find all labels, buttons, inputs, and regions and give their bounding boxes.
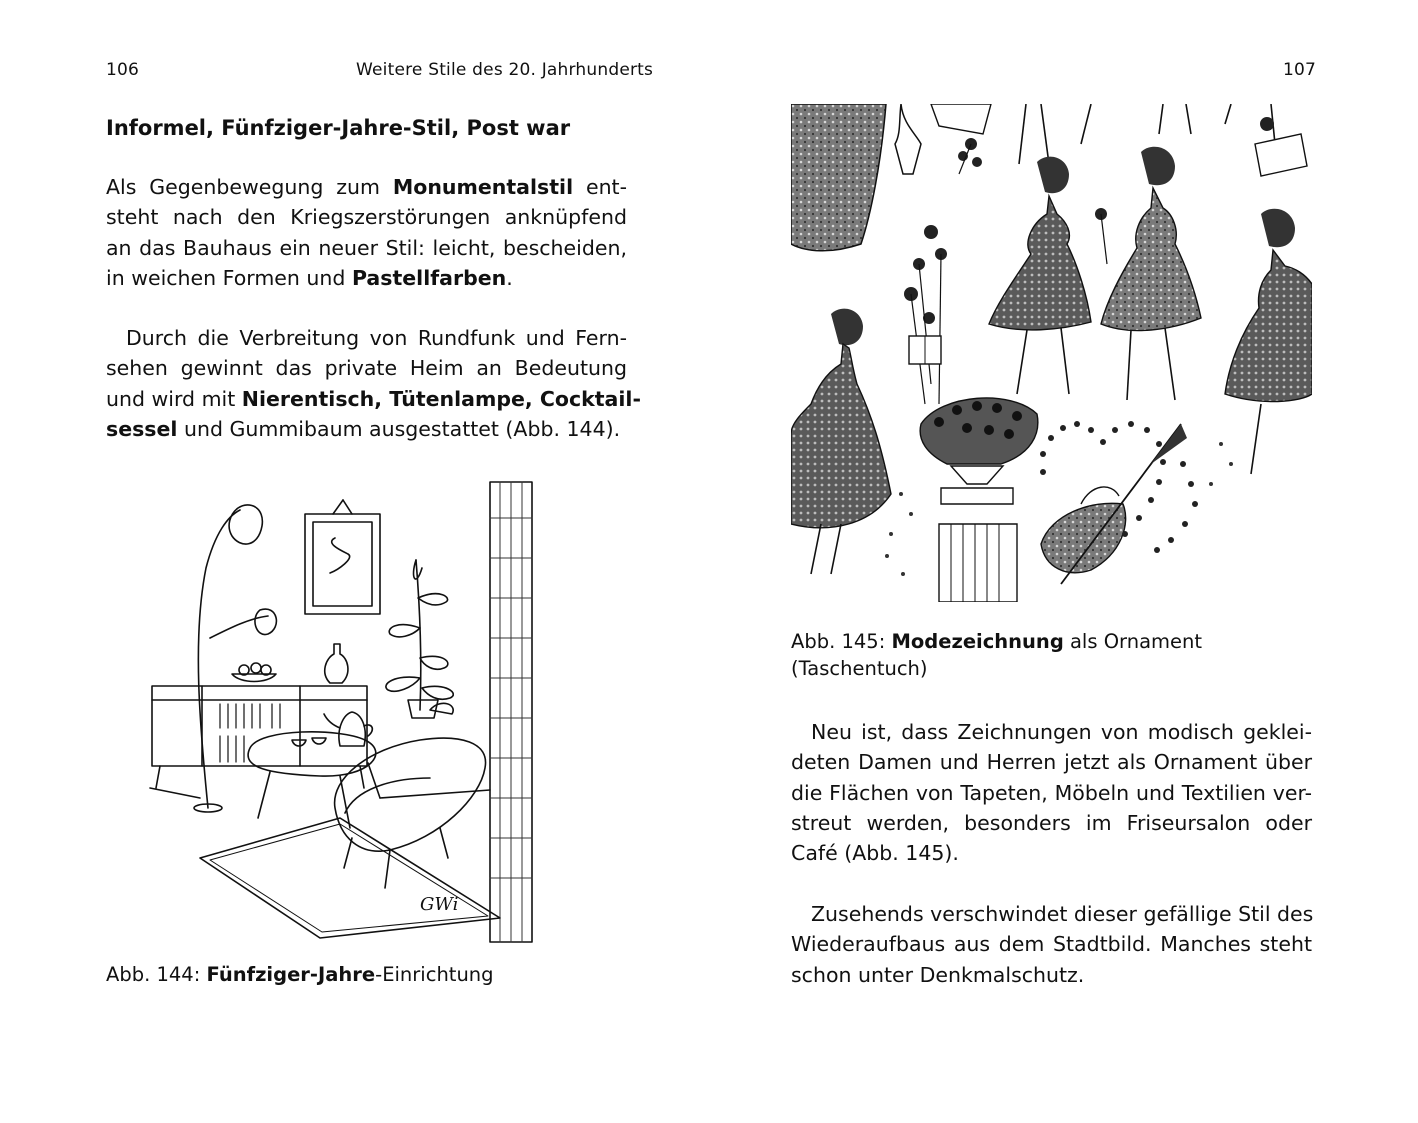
caption-bold-term: Modezeichnung [891,630,1064,653]
text-line: Durch die Verbreitung von Rundfunk und Fern- [126,326,627,350]
text-line: in weichen Formen und Pastellfarben. [106,265,513,290]
section-heading: Informel, Fünfziger-Jahre-Stil, Post war [106,116,571,140]
interior-sketch [140,478,535,943]
fashion-sketch [791,104,1312,602]
text-line: Als Gegenbewegung zum Monumentalstil ent- [106,175,627,199]
caption-line: (Taschentuch) [791,657,928,680]
text-line: Wiederaufbaus aus dem Stadtbild. Manches steht [791,932,1312,957]
paragraph-intro [106,172,627,293]
text-line: steht nach den Kriegszerstörungen anknüpfend [106,205,627,230]
paragraph-disappearing [791,899,1312,990]
term-sessel: sessel [106,416,178,441]
text-line: Neu ist, dass Zeichnungen von modisch geklei- [811,720,1312,744]
caption-bold-term: Fünfziger-Jahre [206,963,376,986]
artist-signature: GWi [420,894,459,915]
caption-line: Abb. 145: Modezeichnung als Ornament [791,630,1203,653]
term-pastellfarben: Pastellfarben [351,265,507,290]
term-monumentalstil: Monumentalstil [392,175,574,199]
right-page [709,0,1418,1123]
text-line: Café (Abb. 145). [791,841,959,866]
text-line: sessel und Gummibaum ausgestattet (Abb. 144). [106,416,621,441]
text-line: schon unter Denkmalschutz. [791,962,1085,987]
paragraph-furnishing [106,323,641,444]
text-line: deten Damen und Herren jetzt als Ornament über [791,750,1312,775]
figure-fashion-drawing [791,104,1312,602]
running-title: Weitere Stile des 20. Jahrhunderts [356,60,654,80]
text-line: sehen gewinnt das private Heim an Bedeutung [106,356,627,381]
caption-fig-145 [791,628,1202,682]
page-number-right: 107 [1283,60,1317,80]
paragraph-fashion [791,717,1312,868]
page-number-left: 106 [106,60,140,80]
text-line: und wird mit Nierentisch, Tütenlampe, Cocktail- [106,386,641,411]
text-line: an das Bauhaus ein neuer Stil: leicht, bescheiden, [106,235,627,260]
term-furniture: Nierentisch, Tütenlampe, Cocktail- [241,386,641,411]
caption-fig-144: Abb. 144: Fünfziger-Jahre-Einrichtung [106,963,494,986]
text-line: streut werden, besonders im Friseursalon oder [791,810,1312,835]
text-line: Zusehends verschwindet dieser gefällige Stil des [811,902,1314,926]
text-line: die Flächen von Tapeten, Möbeln und Textilien ver- [791,780,1312,805]
figure-fifties-interior [140,478,535,943]
